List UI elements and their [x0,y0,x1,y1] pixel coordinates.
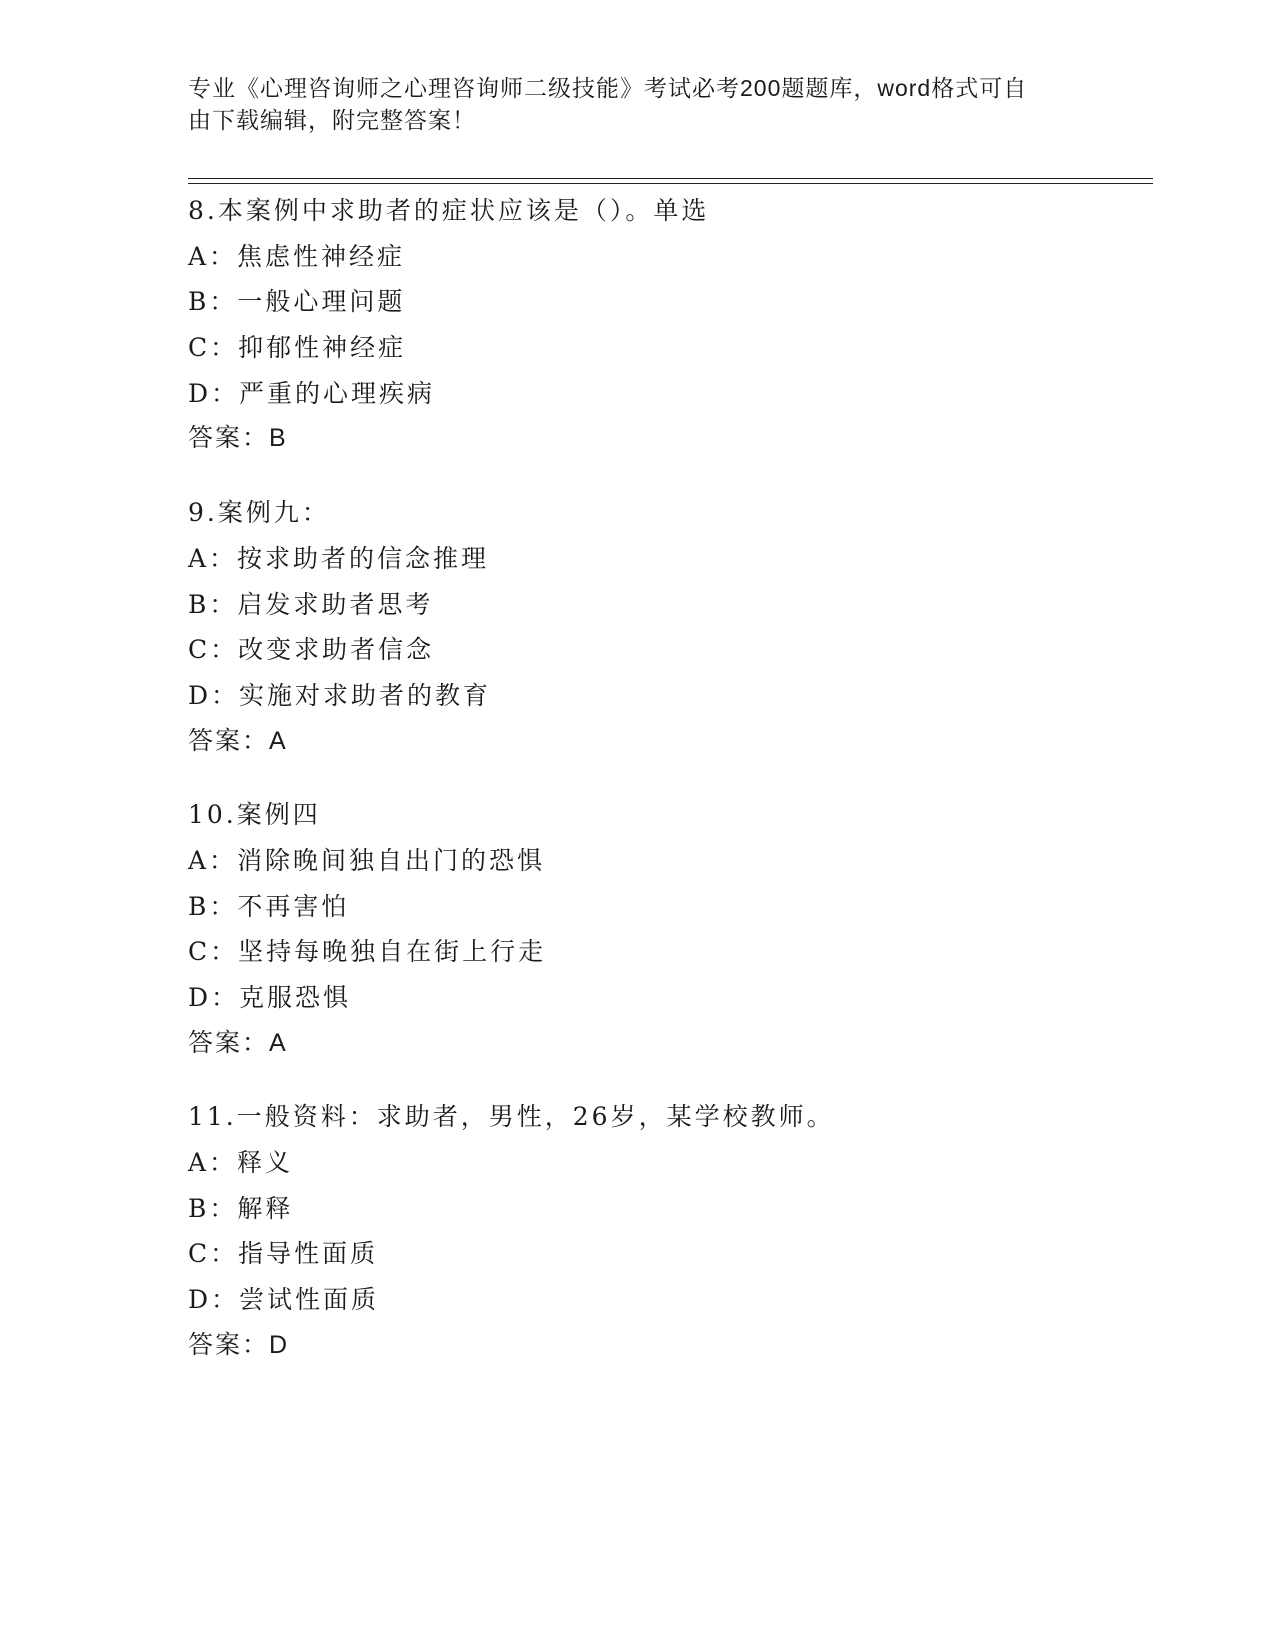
option-d: D：实施对求助者的教育 [188,680,492,710]
question-11 [188,1094,1148,1368]
answer: 答案：A [188,1028,288,1057]
question-title: 8.本案例中求助者的症状应该是（）。单选 [188,196,710,225]
option-c: C：坚持每晚独自在街上行走 [188,937,547,967]
header-line-1: 专业《心理咨询师之心理咨询师二级技能》考试必考200题题库，word格式可自 [188,75,1028,101]
header-divider-bottom [188,183,1153,184]
option-d: D：尝试性面质 [188,1285,380,1315]
option-b: B：启发求助者思考 [188,589,434,619]
option-d: D：克服恐惧 [188,983,352,1012]
question-title: 11.一般资料：求助者，男性，26岁，某学校教师。 [188,1102,835,1132]
option-c: C：改变求助者信念 [188,635,435,665]
option-a: A：按求助者的信念推理 [188,543,490,573]
question-8 [188,188,1148,462]
option-a: A：消除晚间独自出门的恐惧 [188,845,546,875]
option-b: B：解释 [188,1193,294,1223]
option-a: A：释义 [188,1148,294,1178]
option-b: B：不再害怕 [188,891,350,921]
question-list [188,188,1148,1397]
question-9 [188,490,1148,764]
option-a: A：焦虑性神经症 [188,241,406,271]
answer: 答案：A [188,726,288,755]
question-10 [188,792,1148,1066]
question-title: 9.案例九： [188,498,330,528]
answer: 答案：D [188,1330,290,1359]
option-c: C：指导性面质 [188,1239,379,1269]
option-d: D：严重的心理疾病 [188,378,436,408]
option-b: B：一般心理问题 [188,287,406,317]
header-divider-top [188,178,1153,179]
header-line-2: 由下载编辑，附完整答案！ [188,107,476,133]
document-header [188,72,1068,136]
question-title: 10.案例四 [188,800,321,830]
option-c: C：抑郁性神经症 [188,333,407,363]
answer: 答案：B [188,424,288,453]
